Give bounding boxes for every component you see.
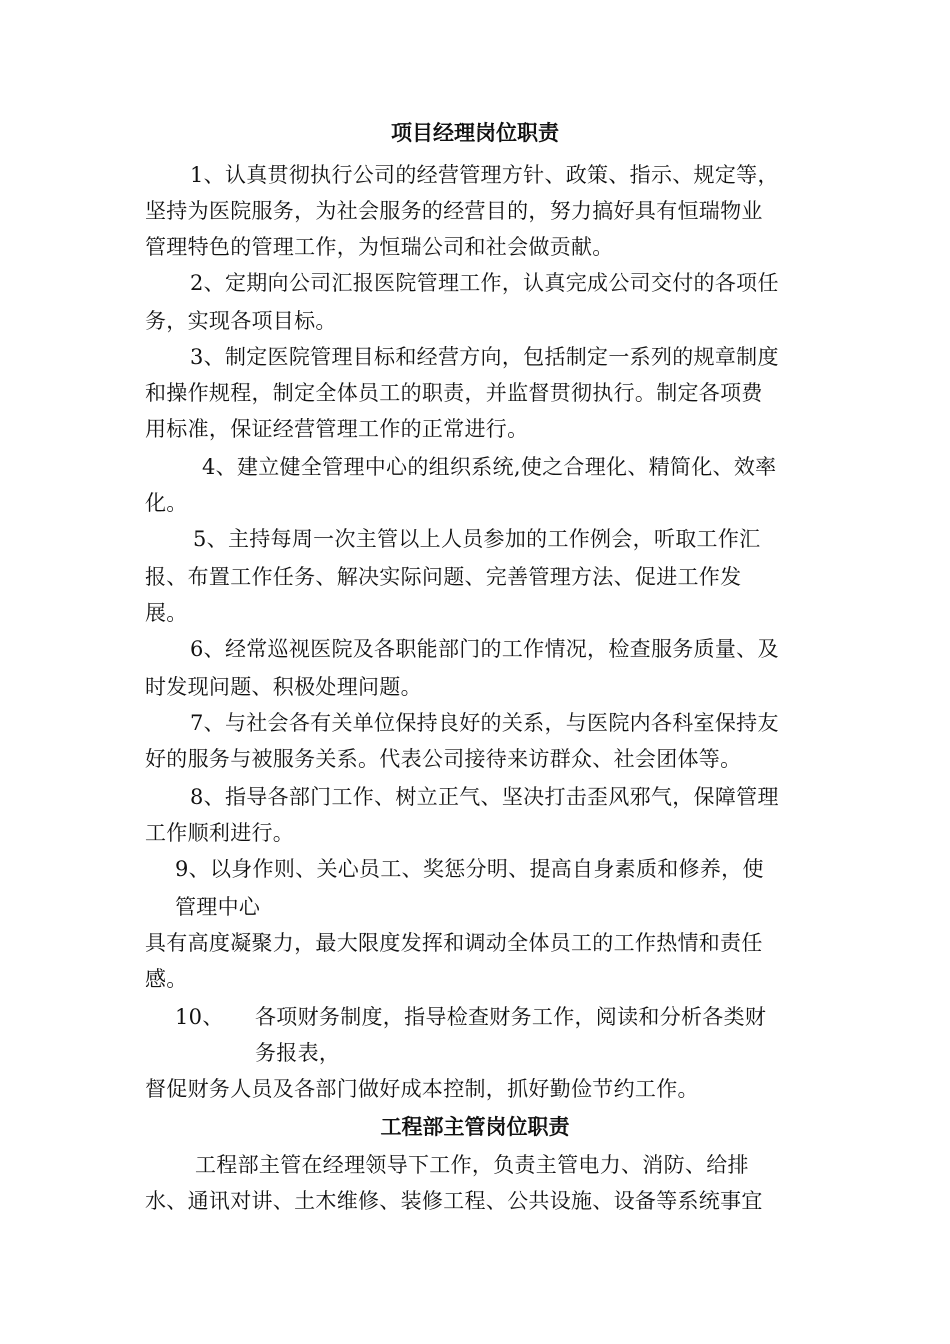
text-line: 用标准，保证经营管理工作的正常进行。 [145,417,529,441]
text-line: 9、以身作则、关心员工、奖惩分明、提高自身素质和修养，使 [175,857,764,881]
item-number: 10、 [175,1005,224,1029]
text-line: 管理特色的管理工作，为恒瑞公司和社会做贡献。 [145,235,614,259]
text-line: 感。 [145,967,188,991]
text-line: 6、经常巡视医院及各职能部门的工作情况，检查服务质量、及 [190,637,779,661]
text-line: 8、指导各部门工作、树立正气、坚决打击歪风邪气，保障管理 [190,785,779,809]
text-line: 好的服务与被服务关系。代表公司接待来访群众、社会团体等。 [145,747,742,771]
text-line: 2、定期向公司汇报医院管理工作，认真完成公司交付的各项任 [190,271,779,295]
text-line: 7、与社会各有关单位保持良好的关系，与医院内各科室保持友 [190,711,779,735]
text-line: 督促财务人员及各部门做好成本控制，抓好勤俭节约工作。 [145,1077,699,1101]
section-title-project-manager: 项目经理岗位职责 [391,121,559,145]
text-line: 3、制定医院管理目标和经营方向，包括制定一系列的规章制度 [190,345,779,369]
text-line: 时发现问题、积极处理问题。 [145,675,422,699]
text-line: 和操作规程，制定全体员工的职责，并监督贯彻执行。制定各项费 [145,381,763,405]
text-line: 工程部主管在经理领导下工作，负责主管电力、消防、给排 [195,1153,749,1177]
text-line: 1、认真贯彻执行公司的经营管理方针、政策、指示、规定等， [190,163,779,187]
text-line: 具有高度凝聚力，最大限度发挥和调动全体员工的工作热情和责任 [145,931,763,955]
text-line: 各项财务制度，指导检查财务工作，阅读和分析各类财 [255,1005,767,1029]
section-title-engineering-supervisor: 工程部主管岗位职责 [380,1115,570,1139]
text-line: 报、布置工作任务、解决实际问题、完善管理方法、促进工作发 [145,565,742,589]
text-line: 5、主持每周一次主管以上人员参加的工作例会，听取工作汇 [193,527,761,551]
text-line: 工作顺利进行。 [145,821,295,845]
text-line: 务，实现各项目标。 [145,309,337,333]
text-line: 管理中心 [175,895,261,919]
text-line: 务报表， [255,1041,341,1065]
text-line: 展。 [145,601,188,625]
text-line: 4、建立健全管理中心的组织系统,使之合理化、精简化、效率 [202,455,777,479]
text-line: 水、通讯对讲、土木维修、装修工程、公共设施、设备等系统事宜 [145,1189,763,1213]
text-line: 化。 [145,491,188,515]
text-line: 坚持为医院服务，为社会服务的经营目的，努力搞好具有恒瑞物业 [145,199,763,223]
